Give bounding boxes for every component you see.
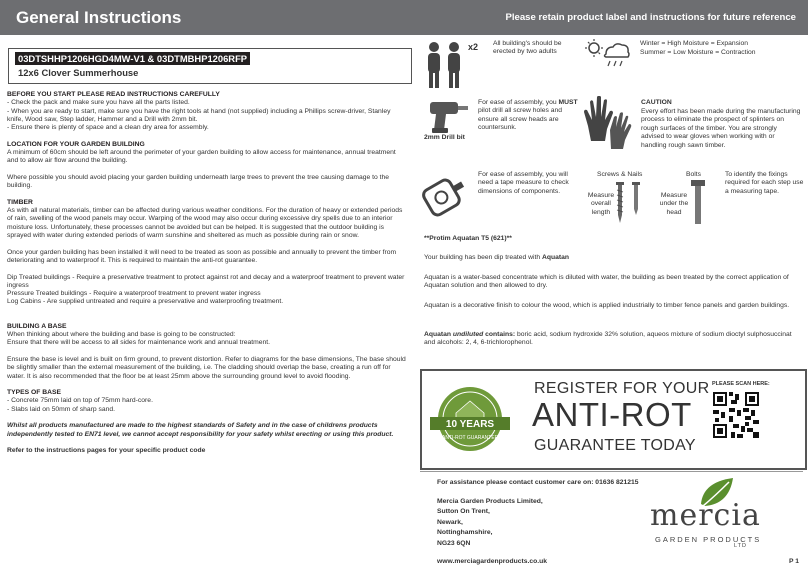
timber-paragraph-1: As with all natural materials, timber can be affected during various weather conditions. For the duration of heavy or extended periods of rain, swelling of the wood panels may occur. Warping of the wood may also occur during excessive dry spells due to an interior moisture loss. Unfortunately, these processes cannot be avoided but can be helped. It is suggested that the outdoor building is sprayed with water during extended periods of warm sunshine and sheltered as much as possible during rain or snow. — [7, 207, 403, 240]
page-number: P 1 — [789, 558, 800, 565]
caution-text: Every effort has been made during the manufacturing process to eliminate the prospect of splinters on rough surfaces of the timber. You are strongly advised to wear gloves when working with or handling rough sawn timber. — [641, 108, 801, 149]
tape-text: For ease of assembly, you will need a tape measure to check dimensions of components. — [478, 171, 569, 195]
page-title: General Instructions — [16, 7, 182, 27]
refer-note: Refer to the instructions pages for your specific product code — [7, 447, 206, 455]
anti-rot-text: ANTI-ROT — [532, 396, 692, 433]
location-heading: LOCATION FOR YOUR GARDEN BUILDING — [7, 140, 145, 148]
product-code-box — [8, 48, 412, 84]
header-bar — [0, 0, 808, 35]
timber-paragraph-2: Once your garden building has been installed it will need to be treated as soon as possible and annually to prevent the timber from deteriorating and to waterproof it. This is required to maintain the anti-rot guarantee. — [7, 248, 397, 264]
logo-wordmark: mercia — [650, 498, 761, 533]
protim-heading: **Protim Aquatan T5 (621)** — [424, 235, 512, 242]
caution-heading: CAUTION — [641, 99, 672, 106]
qr-code-icon[interactable] — [713, 392, 759, 438]
timber-log-cabins: Log Cabins - Are supplied untreated and require a preservative and waterproofing treatment. — [7, 298, 284, 306]
base-paragraph-3: Ensure the base is level and is built on firm ground, to prevent distortion. Refer to diagrams for the base dimensions, The base should be slightly smaller than the external measurement of the building, i.e. The cladding should overlap the base, creating a run off for water. It is also recommended that the floor be at least 25mm above the surrounding ground level to avoid flooding. — [7, 355, 406, 380]
types-item-2: - Slabs laid on 50mm of sharp sand. — [7, 405, 116, 413]
address-line-1: Sutton On Trent, — [437, 508, 490, 516]
location-paragraph-2: Where possible you should avoid placing your garden building underneath large trees to prevent the tree causing damage to the building. — [7, 173, 389, 190]
anti-rot-banner[interactable] — [420, 369, 807, 470]
drill-text: For ease of assembly, you MUST pilot drill all screw holes and ensure all screw heads are countersunk. — [478, 99, 578, 132]
base-paragraph-2: Ensure that there will be access to all sides for maintenance work and annual treatment. — [7, 339, 271, 347]
timber-dip-treated: Dip Treated buildings - Require a preservative treatment to protect against rot and decay and a waterproof treatment to prevent water ingress — [7, 273, 405, 289]
tape-measure-icon — [420, 172, 470, 220]
guarantee-today-text: GUARANTEE TODAY — [534, 437, 696, 454]
scan-label: PLEASE SCAN HERE: — [712, 381, 770, 387]
types-item-1: - Concrete 75mm laid on top of 75mm hard-core. — [7, 397, 153, 405]
location-paragraph-1: A minimum of 60cm should be left around the perimeter of your garden building to allow access for maintenance, annual treatment and to allow air flow around the building. — [7, 149, 396, 165]
measure-overall-label: Measure overall length — [587, 192, 615, 216]
assistance-text: For assistance please contact customer care on: 01636 821215 — [437, 479, 639, 486]
company-name: Mercia Garden Products Limited, — [437, 498, 543, 505]
logo-suffix: LTD — [734, 543, 747, 549]
register-text: REGISTER FOR YOUR — [534, 380, 710, 397]
badge-text: ANTI-ROT GUARANTEE — [441, 435, 499, 441]
before-heading: BEFORE YOU START PLEASE READ INSTRUCTIONS CAREFULLY — [7, 91, 220, 98]
adults-count: x2 — [468, 42, 479, 52]
weather-winter: Winter = High Moisture = Expansion — [640, 40, 749, 47]
logo-tagline: GARDEN PRODUCTS — [655, 535, 762, 544]
safety-disclaimer: Whilst all products manufactured are made to the highest standards of Safety and in the case of childrens products independently tested to EN71 level, we cannot accept responsibility for your safety whilst erecting or using this product. — [7, 422, 394, 438]
gloves-icon — [582, 96, 634, 150]
before-item-3: - Ensure there is plenty of space and a clean dry area for assembly. — [7, 124, 209, 132]
screws-nails-icon — [612, 182, 646, 228]
base-heading: BUILDING A BASE — [7, 322, 67, 330]
drill-bit-label: 2mm Drill bit — [424, 134, 465, 141]
two-adults-icon — [422, 40, 468, 90]
address-line-3: Nottinghamshire, — [437, 529, 493, 537]
base-paragraph-1: When thinking about where the building and base is going to be constructed: — [7, 331, 236, 339]
badge-years: 10 YEARS — [445, 419, 495, 430]
product-name: 12x6 Clover Summerhouse — [18, 67, 139, 78]
website-link[interactable]: www.merciagardenproducts.co.uk — [437, 558, 548, 565]
timber-heading: TIMBER — [7, 198, 33, 206]
retain-notice: Please retain product label and instructions for future reference — [505, 12, 796, 23]
protim-paragraph-1: Your building has been dip treated with Aquatan — [424, 254, 569, 261]
before-item-2: - When you are ready to start, make sure you have the right tools at hand (not supplied) including a Phillips screw-driver, Stanley knife, Wood saw, Step ladder, Hammer and a Drill with 2mm bit. — [7, 107, 391, 123]
before-item-1: - Check the pack and make sure you have all the parts listed. — [7, 99, 190, 107]
protim-paragraph-4: Aquatan undiluted contains: boric acid, sodium hydroxide 32% solution, aqueos mixture of sodium dioctyl sulphosuccinat and alcohols: 2, 4, 6-trichlorophenol. — [424, 331, 792, 347]
screws-nails-label: Screws & Nails — [597, 171, 643, 178]
bolts-label: Bolts — [686, 171, 702, 178]
drill-icon — [422, 96, 472, 134]
measure-head-label: Measure under the head — [659, 192, 689, 216]
protim-paragraph-3: Aquatan is a decorative finish to colour the wood, which is applied industrially to timber fence panels and garden buildings. — [424, 302, 790, 309]
protim-paragraph-2: Aquatan is a water-based concentrate which is diluted with water, the building as been treated by the correct application of Aquatan solution and then allowed to dry. — [424, 274, 789, 290]
adults-text: All building's should be erected by two adults — [493, 40, 562, 56]
footer-divider — [420, 471, 803, 472]
weather-icon — [584, 38, 634, 68]
identify-text: To identify the fixings required for each step use a measuring tape. — [725, 171, 804, 195]
left-column — [7, 91, 407, 455]
types-heading: TYPES OF BASE — [7, 389, 62, 397]
product-code: 03DTSHHP1206HGD4MW-V1 & 03DTMBHP1206RFP — [15, 52, 250, 65]
company-address — [437, 497, 543, 549]
weather-summer: Summer = Low Moisture = Contraction — [640, 49, 756, 56]
address-postcode: NG23 6QN — [437, 539, 471, 547]
address-line-2: Newark, — [437, 518, 463, 526]
timber-pressure-treated: Pressure Treated buildings - Require a waterproof treatment to prevent water ingress — [7, 290, 261, 298]
